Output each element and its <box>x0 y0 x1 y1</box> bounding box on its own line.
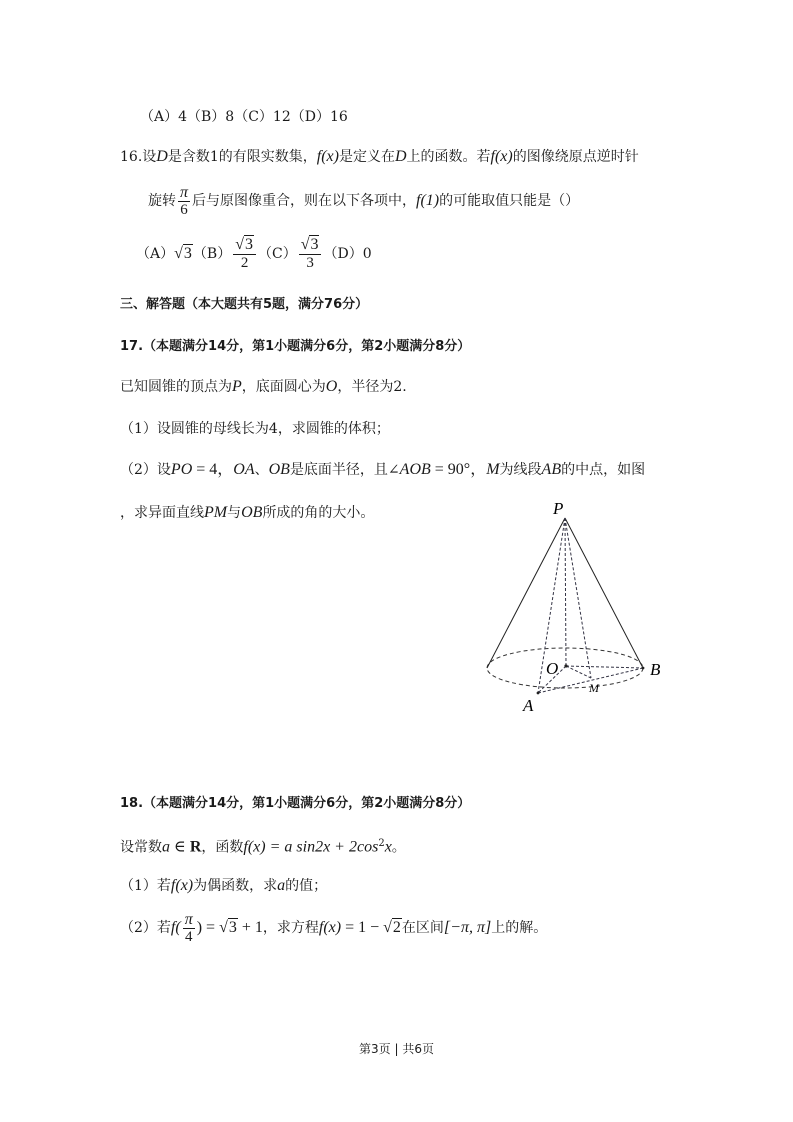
label-o: O <box>546 659 559 678</box>
q18-part1 <box>120 876 327 896</box>
radicand: 3 <box>244 236 253 253</box>
point-a-dot <box>537 692 540 695</box>
q17-part1: （1）设圆锥的母线长为4，求圆锥的体积； <box>120 421 390 437</box>
q18-part2 <box>120 908 547 948</box>
fraction-sqrt3-3: $\frac{√3}{3}$ <box>299 236 322 272</box>
q17-part2 <box>120 460 645 480</box>
seg-ob: OB <box>241 504 263 521</box>
q18-intro <box>120 834 406 858</box>
q17-text: = 4， <box>192 461 234 478</box>
q17-header: 17.（本题满分14分，第1小题满分6分，第2小题满分8分） <box>120 339 471 354</box>
q16-line2 <box>148 181 579 221</box>
point-o: O <box>325 378 338 395</box>
frac-den: 6 <box>180 201 188 218</box>
page-footer: 第3页 | 共6页 <box>359 1042 434 1056</box>
cone-diagram <box>470 498 680 720</box>
q16-line1 <box>120 147 639 167</box>
sqrt-3: √3 <box>219 919 237 936</box>
function-var: x <box>384 838 392 856</box>
q17-text: ，底面圆心为 <box>241 379 326 395</box>
q17-line3 <box>120 503 374 523</box>
q18-text: ，函数 <box>201 839 244 856</box>
frac-num: π <box>180 183 189 201</box>
frac-den: 3 <box>306 255 314 271</box>
cone-base-ellipse <box>487 648 643 688</box>
q16-number: 16. <box>120 149 143 165</box>
q17-text: 的中点，如图 <box>561 462 646 478</box>
label-m: M <box>589 681 599 695</box>
frac-den: 2 <box>240 255 249 271</box>
q17-text: 已知圆锥的顶点为 <box>120 379 232 395</box>
q17-text: （2）设 <box>120 462 171 478</box>
q17-intro <box>120 377 407 397</box>
option-a-label: （A） <box>136 246 175 262</box>
segment-om <box>566 666 591 678</box>
q16-text: 上的函数。若 <box>406 149 491 165</box>
radicand: 3 <box>183 245 192 262</box>
const-a: a <box>277 877 286 894</box>
radicand: 3 <box>228 919 237 936</box>
q16-text: 是含数1的有限实数集， <box>167 149 317 165</box>
segment-ob <box>566 666 643 668</box>
section-3-heading: 三、解答题（本大题共有5题，满分76分） <box>120 297 369 312</box>
q18-text: 为偶函数，求 <box>193 878 278 894</box>
f-close: ) = <box>196 919 220 936</box>
fraction-pi-6 <box>178 184 190 219</box>
q17-text: ，求异面直线 <box>120 505 204 521</box>
point-o-dot <box>564 664 567 667</box>
q17-text: ，半径为2. <box>337 379 407 395</box>
frac-den: 4 <box>184 928 193 945</box>
seg-po: PO <box>170 461 193 478</box>
fx: f(x) <box>316 148 339 165</box>
const-a: a <box>162 838 170 856</box>
q18-text: + 1 <box>237 919 263 936</box>
q17-text: 为线段 <box>499 462 542 478</box>
radicand: 3 <box>310 236 319 253</box>
interval: [−π, π] <box>443 919 492 936</box>
segment-po <box>565 518 566 666</box>
label-b: B <box>650 660 661 679</box>
f-open: f( <box>170 919 181 936</box>
f1: f(1) <box>416 192 440 209</box>
label-p: P <box>553 499 564 518</box>
q16-text: 是定义在 <box>338 149 395 165</box>
frac-num: π <box>184 910 193 928</box>
fx: f(x) <box>170 877 194 894</box>
option-d-label: （D）0 <box>323 246 372 262</box>
set-d: D <box>156 148 168 165</box>
exponent: 2 <box>378 838 385 849</box>
seg-oa: OA <box>233 461 255 478</box>
q18-text: ，求方程 <box>262 920 319 936</box>
fraction-pi-4 <box>183 911 195 946</box>
q18-text: 。 <box>391 839 406 856</box>
point-p: P <box>232 378 242 395</box>
q18-text: 的值； <box>285 878 328 894</box>
q16-text: 旋转 <box>148 193 176 209</box>
q16-text: 的可能取值只能是（） <box>439 193 580 209</box>
fx: f(x) <box>490 148 513 165</box>
q16-options <box>136 232 372 276</box>
point-m: M <box>486 461 500 478</box>
fx: f(x) <box>318 919 342 936</box>
angle-aob: AOB <box>399 461 431 478</box>
function-def: f(x) = a sin2x + 2cos <box>243 838 379 856</box>
q17-text: = 90°， <box>430 461 487 478</box>
radicand: 2 <box>392 919 401 936</box>
q18-text: 在区间 <box>401 920 444 936</box>
q18-text: （2）若 <box>120 920 171 936</box>
q16-text: 的图像绕原点逆时针 <box>512 149 639 165</box>
label-a: A <box>523 696 534 715</box>
q18-text: 上的解。 <box>491 920 548 936</box>
option-b-label: （B） <box>192 246 232 262</box>
set-d: D <box>394 148 407 165</box>
q15-options: （A）4（B）8（C）12（D）16 <box>140 109 348 125</box>
q17-text: 是底面半径，且∠ <box>289 462 400 478</box>
q17-text: 与 <box>227 505 242 521</box>
q17-text: 、 <box>254 462 269 478</box>
sqrt-2: √2 <box>383 919 401 936</box>
q18-text: = 1 − <box>341 919 384 936</box>
sqrt-3: √3 <box>174 245 192 262</box>
fraction-sqrt3-2: $\frac{√3}{2}$ <box>233 236 256 272</box>
q16-text: 后与原图像重合，则在以下各项中， <box>192 193 417 209</box>
q18-text: 设常数 <box>120 839 162 856</box>
set-r: R <box>189 838 202 856</box>
option-c-label: （C） <box>257 246 297 262</box>
q18-text: （1）若 <box>120 878 171 894</box>
q18-header: 18.（本题满分14分，第1小题满分6分，第2小题满分8分） <box>120 796 471 811</box>
point-b-dot <box>642 667 645 670</box>
q16-text: 设 <box>142 149 157 165</box>
seg-pm: PM <box>204 504 228 521</box>
q17-text: 所成的角的大小。 <box>262 505 375 521</box>
q18-text: ∈ <box>170 838 190 856</box>
seg-ab: AB <box>541 461 562 478</box>
seg-ob: OB <box>268 461 290 478</box>
